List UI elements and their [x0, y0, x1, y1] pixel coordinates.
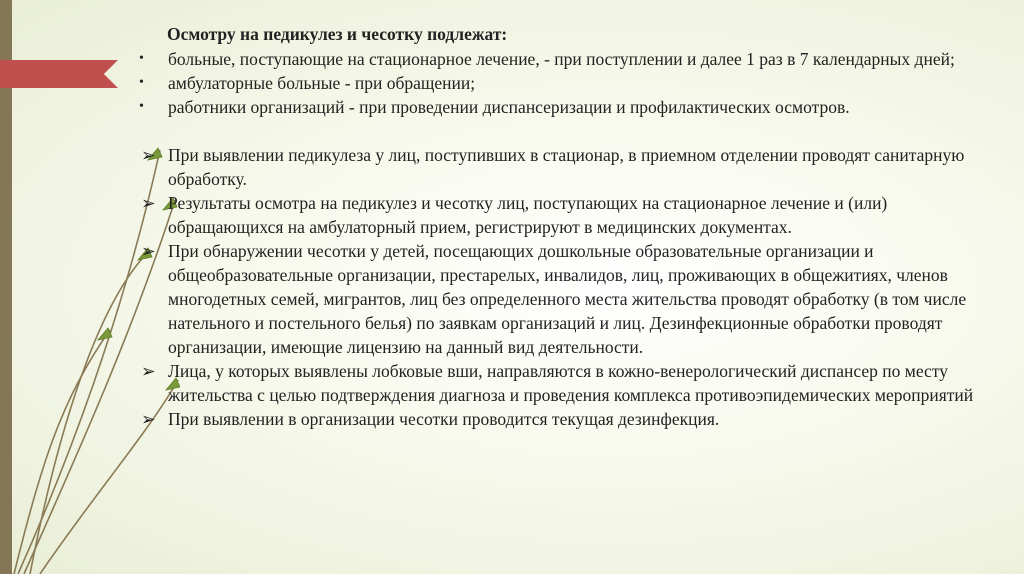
list-item [135, 143, 1005, 191]
list-spacer [135, 119, 1005, 143]
arrow-bullet-icon: ➢ [141, 361, 156, 381]
arrow-list [135, 143, 1005, 431]
list-item-text: При обнаружении чесотки у детей, посещающих дошкольные образовательные организации и общеобразовательные организации, престарелых, инвалидов, лиц, проживающих в общежитиях, членов многодетных семей, мигрантов, лиц без определенного места жительства проводят обработку (в том числе нательного и постельного белья) по заявкам организаций и лиц. Дезинфекционные обработки проводят организации, имеющие лицензию на данный вид деятельности. [168, 241, 967, 357]
list-item [135, 47, 1005, 71]
arrow-bullet-icon: ➢ [141, 145, 156, 165]
list-item-text: Результаты осмотра на педикулез и чесотку лиц, поступающих на стационарное лечение и (или) обращающихся на амбулаторный прием, регистрируют в медицинских документах. [168, 193, 888, 237]
list-item-text: больные, поступающие на стационарное лечение, - при поступлении и далее 1 раз в 7 календарных дней; [168, 49, 955, 69]
slide-content [135, 22, 1005, 431]
bullet-dot-icon: • [139, 99, 144, 114]
list-item-text: работники организаций - при проведении диспансеризации и профилактических осмотров. [168, 97, 850, 117]
list-item [135, 95, 1005, 119]
list-item [135, 239, 1005, 359]
red-tab-accent [0, 60, 118, 88]
list-item-text: При выявлении педикулеза у лиц, поступивших в стационар, в приемном отделении проводят санитарную обработку. [168, 145, 965, 189]
list-item [135, 71, 1005, 95]
arrow-bullet-icon: ➢ [141, 193, 156, 213]
list-item [135, 407, 1005, 431]
arrow-bullet-icon: ➢ [141, 241, 156, 261]
dot-list [135, 47, 1005, 119]
list-item [135, 191, 1005, 239]
list-item-text: Лица, у которых выявлены лобковые вши, направляются в кожно-венерологический диспансер по месту жительства с целью подтверждения диагноза и проведения комплекса противоэпидемических мероприятий [168, 361, 974, 405]
bullet-dot-icon: • [139, 51, 144, 66]
bullet-dot-icon: • [139, 75, 144, 90]
arrow-bullet-icon: ➢ [141, 409, 156, 429]
list-item-text: При выявлении в организации чесотки проводится текущая дезинфекция. [168, 409, 720, 429]
list-item-text: амбулаторные больные - при обращении; [168, 73, 476, 93]
slide-heading: Осмотру на педикулез и чесотку подлежат: [167, 24, 508, 44]
list-item [135, 359, 1005, 407]
